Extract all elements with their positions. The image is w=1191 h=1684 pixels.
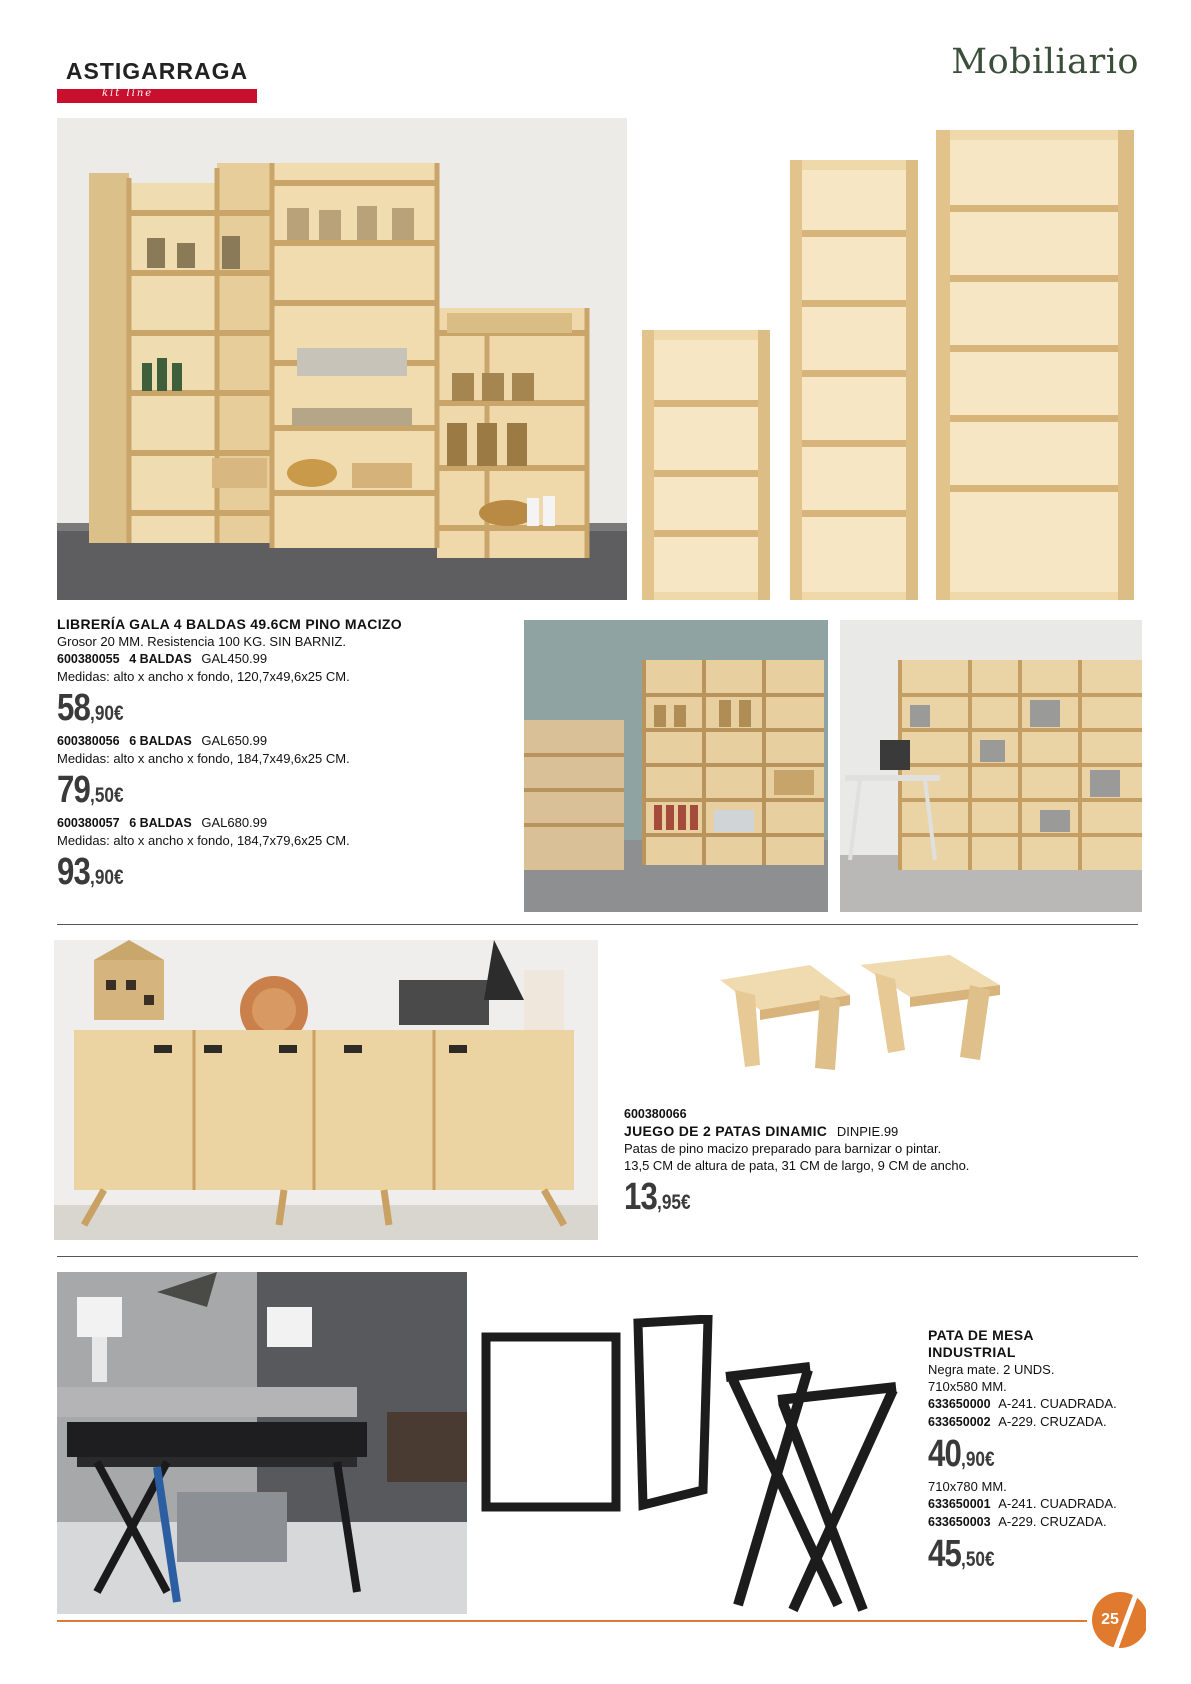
shelving-title: LIBRERÍA GALA 4 BALDAS 49.6CM PINO MACIZO — [57, 616, 402, 632]
price-integer: 79 — [57, 769, 91, 811]
price-integer: 40 — [928, 1433, 962, 1475]
price-decimal: ,50€ — [961, 1548, 995, 1571]
price-decimal: ,50€ — [90, 784, 124, 807]
table-leg-item — [928, 1395, 1148, 1413]
variant-code: 600380056 — [57, 734, 120, 748]
bookcases-cutout-photo — [640, 125, 1140, 603]
price-decimal: ,90€ — [90, 866, 124, 889]
table-leg-desc: Negra mate. 2 UNDS. — [928, 1362, 1055, 1377]
variant-measures: Medidas: alto x ancho x fondo, 120,7x49,6x25 CM. — [57, 669, 350, 684]
brand-tagline: kit line — [102, 88, 154, 99]
price-integer: 45 — [928, 1533, 962, 1575]
table-leg-item — [928, 1495, 1148, 1513]
variant-shelves: 6 BALDAS — [129, 816, 192, 830]
sideboard-photo — [54, 940, 598, 1240]
price-tag — [57, 771, 442, 811]
item-model: A-241. CUADRADA. — [998, 1496, 1117, 1511]
variant-code: 600380057 — [57, 816, 120, 830]
legs-model: DINPIE.99 — [836, 1124, 899, 1139]
legs-desc-1: Patas de pino macizo preparado para barnizar o pintar. — [624, 1141, 942, 1156]
legs-info — [624, 1106, 1104, 1218]
item-code: 633650002 — [928, 1415, 991, 1429]
item-model: A-241. CUADRADA. — [998, 1396, 1117, 1411]
section-divider — [57, 924, 1138, 925]
price-tag — [57, 689, 442, 729]
variant-model: GAL680.99 — [201, 815, 268, 830]
variant-measures: Medidas: alto x ancho x fondo, 184,7x79,6x25 CM. — [57, 833, 350, 848]
variant-model: GAL650.99 — [201, 733, 268, 748]
pantry-room-photo — [524, 620, 828, 912]
shelving-info — [57, 616, 527, 893]
table-leg-size-2: 710x780 MM. — [928, 1479, 1007, 1494]
variant-measures: Medidas: alto x ancho x fondo, 184,7x49,6x25 CM. — [57, 751, 350, 766]
variant-shelves: 6 BALDAS — [129, 734, 192, 748]
variant-row — [57, 814, 527, 832]
variant-shelves: 4 BALDAS — [129, 652, 192, 666]
price-decimal: ,90€ — [90, 702, 124, 725]
item-code: 633650001 — [928, 1497, 991, 1511]
table-leg-title-1: PATA DE MESA — [928, 1327, 1034, 1343]
table-leg-price-tag-1 — [928, 1435, 1108, 1475]
variant-model: GAL450.99 — [201, 651, 268, 666]
page-number: 25 — [1101, 1611, 1119, 1628]
table-leg-info — [928, 1327, 1148, 1575]
footer-rule — [57, 1620, 1087, 1622]
variant-code: 600380055 — [57, 652, 120, 666]
price-decimal: ,90€ — [961, 1448, 995, 1471]
table-leg-title-2: INDUSTRIAL — [928, 1344, 1016, 1360]
desk-room-photo — [57, 1272, 467, 1614]
legs-desc-2: 13,5 CM de altura de pata, 31 CM de largo, 9 CM de ancho. — [624, 1158, 970, 1173]
shelving-subtitle: Grosor 20 MM. Resistencia 100 KG. SIN BARNIZ. — [57, 634, 346, 649]
table-leg-item — [928, 1513, 1148, 1531]
section-title: Mobiliario — [951, 42, 1139, 82]
pantry-shelving-photo — [57, 118, 627, 600]
legs-code: 600380066 — [624, 1107, 687, 1121]
item-code: 633650003 — [928, 1515, 991, 1529]
variant-row — [57, 732, 527, 750]
price-integer: 58 — [57, 687, 91, 729]
item-model: A-229. CRUZADA. — [998, 1514, 1107, 1529]
item-code: 633650000 — [928, 1397, 991, 1411]
table-leg-item — [928, 1413, 1148, 1431]
office-shelving-photo — [840, 620, 1142, 912]
brand-logo — [57, 55, 257, 105]
bench-legs-cutout-photo — [710, 955, 1030, 1085]
brand-tagline-bar — [57, 89, 257, 103]
metal-legs-cutout-photo — [478, 1315, 918, 1615]
table-leg-price-tag-2 — [928, 1535, 1108, 1575]
variant-row — [57, 650, 527, 668]
price-integer: 13 — [624, 1176, 658, 1218]
price-tag — [57, 853, 442, 893]
legs-price-tag — [624, 1178, 1018, 1218]
price-integer: 93 — [57, 851, 91, 893]
table-leg-size-1: 710x580 MM. — [928, 1379, 1007, 1394]
price-decimal: ,95€ — [657, 1191, 691, 1214]
legs-title: JUEGO DE 2 PATAS DINAMIC — [624, 1123, 828, 1139]
item-model: A-229. CRUZADA. — [998, 1414, 1107, 1429]
page-badge — [1090, 1590, 1146, 1650]
brand-name: ASTIGARRAGA — [57, 55, 257, 87]
section-divider — [57, 1256, 1138, 1257]
